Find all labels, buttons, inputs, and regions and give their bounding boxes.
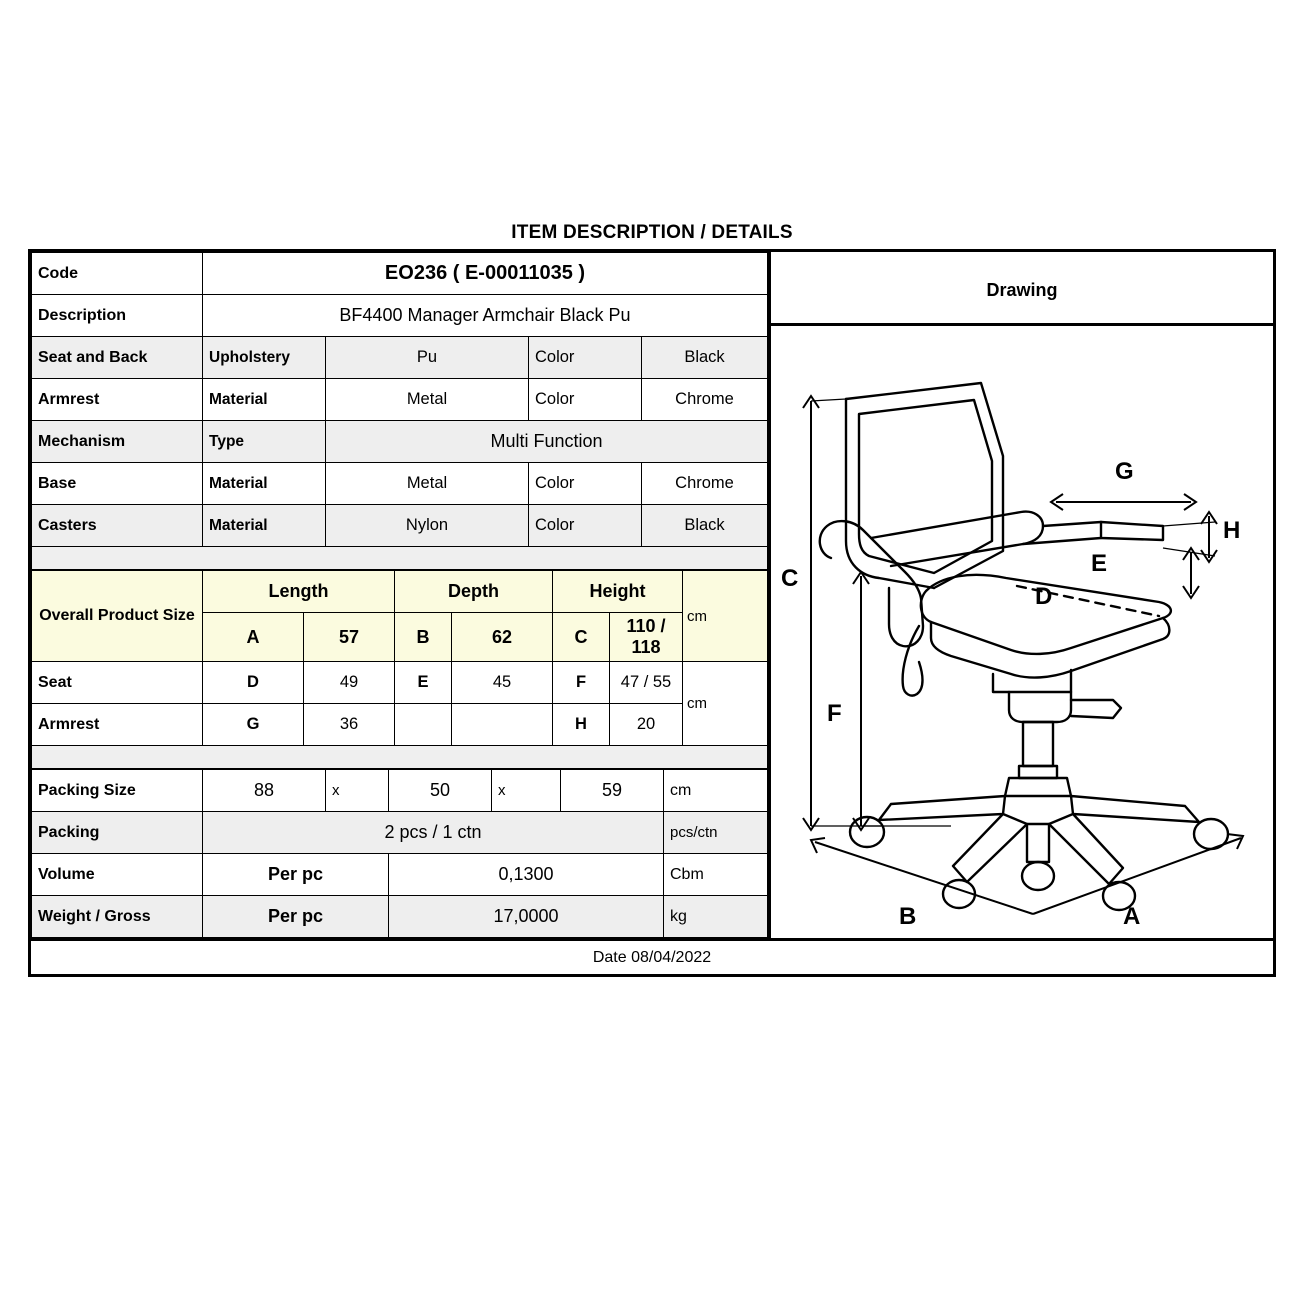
- volume-label: Volume: [32, 854, 203, 896]
- drawing-column: [771, 252, 1273, 938]
- spacer-cell-2: [32, 746, 768, 769]
- table-row-code: [32, 253, 768, 295]
- seat-length: 49: [304, 662, 395, 704]
- armrest-length: 36: [304, 704, 395, 746]
- packing-unit: pcs/ctn: [664, 812, 768, 854]
- armrest-material: Metal: [326, 379, 529, 421]
- seat-length-key: D: [203, 662, 304, 704]
- seat-back-label: Seat and Back: [32, 337, 203, 379]
- armrest-depth: [452, 704, 553, 746]
- packing-x-1: x: [326, 770, 389, 812]
- armrest-label: Armrest: [32, 379, 203, 421]
- overall-length: 57: [304, 613, 395, 662]
- row-spacer-1: [32, 547, 768, 570]
- casters-color-label: Color: [529, 505, 642, 547]
- chair-technical-drawing: [771, 326, 1276, 938]
- overall-depth: 62: [452, 613, 553, 662]
- overall-depth-key: B: [395, 613, 452, 662]
- packing-size-height: 59: [561, 770, 664, 812]
- table-row-weight: [32, 896, 768, 938]
- table-row-mechanism: [32, 421, 768, 463]
- packing-x-2: x: [492, 770, 561, 812]
- table-row-armrest-dims: [32, 704, 768, 746]
- code-label: Code: [32, 253, 203, 295]
- drawing-header: Drawing: [771, 252, 1273, 326]
- table-row-volume: [32, 854, 768, 896]
- overall-size-label: Overall Product Size: [32, 571, 203, 662]
- table-row-seat-back: [32, 337, 768, 379]
- spacer-cell: [32, 547, 768, 570]
- drawing-area: [771, 326, 1273, 938]
- seat-height: 47 / 55: [610, 662, 683, 704]
- armrest-dims-label: Armrest: [32, 704, 203, 746]
- dim-label-f: F: [827, 700, 842, 727]
- armrest-sub: Material: [203, 379, 326, 421]
- description-value: BF4400 Manager Armchair Black Pu: [203, 295, 768, 337]
- packing-table: [31, 769, 768, 938]
- overall-length-key: A: [203, 613, 304, 662]
- seat-back-sub: Upholstery: [203, 337, 326, 379]
- dim-label-g: G: [1115, 458, 1134, 485]
- description-label: Description: [32, 295, 203, 337]
- dim-label-h: H: [1223, 517, 1241, 544]
- armrest-color: Chrome: [642, 379, 768, 421]
- armrest-color-label: Color: [529, 379, 642, 421]
- dim-label-a: A: [1123, 903, 1141, 930]
- packing-size-unit: cm: [664, 770, 768, 812]
- footer-date: Date 08/04/2022: [592, 949, 712, 966]
- packing-value: 2 pcs / 1 ctn: [203, 812, 664, 854]
- base-label: Base: [32, 463, 203, 505]
- overall-unit: cm: [683, 571, 768, 662]
- overall-height-key: C: [553, 613, 610, 662]
- code-value: EO236 ( E-00011035 ): [203, 253, 768, 295]
- seat-depth-key: E: [395, 662, 452, 704]
- packing-label: Packing: [32, 812, 203, 854]
- dim-label-c: C: [781, 565, 799, 592]
- armrest-length-key: G: [203, 704, 304, 746]
- armrest-height: 20: [610, 704, 683, 746]
- spec-frame: [28, 249, 1276, 941]
- seat-back-material: Pu: [326, 337, 529, 379]
- mechanism-value: Multi Function: [326, 421, 768, 463]
- table-row-base: [32, 463, 768, 505]
- base-sub: Material: [203, 463, 326, 505]
- height-header: Height: [553, 571, 683, 613]
- seat-back-color: Black: [642, 337, 768, 379]
- table-row-description: [32, 295, 768, 337]
- table-row-packing: [32, 812, 768, 854]
- casters-sub: Material: [203, 505, 326, 547]
- specs-table: [31, 252, 768, 570]
- dimensions-table: [31, 570, 768, 769]
- seat-back-color-label: Color: [529, 337, 642, 379]
- depth-header: Depth: [395, 571, 553, 613]
- dim-label-b: B: [899, 903, 917, 930]
- seat-height-key: F: [553, 662, 610, 704]
- base-color-label: Color: [529, 463, 642, 505]
- overall-height: 110 / 118: [610, 613, 683, 662]
- dim-label-d: D: [1035, 583, 1053, 610]
- table-row-seat-dims: [32, 662, 768, 704]
- volume-unit: Cbm: [664, 854, 768, 896]
- table-row-casters: [32, 505, 768, 547]
- seat-unit: cm: [683, 662, 768, 746]
- weight-label: Weight / Gross: [32, 896, 203, 938]
- seat-dims-label: Seat: [32, 662, 203, 704]
- armrest-height-key: H: [553, 704, 610, 746]
- weight-value: 17,0000: [389, 896, 664, 938]
- dim-label-e: E: [1091, 550, 1108, 577]
- specs-column: [31, 252, 771, 938]
- armrest-depth-key: [395, 704, 452, 746]
- weight-per: Per pc: [203, 896, 389, 938]
- mechanism-label: Mechanism: [32, 421, 203, 463]
- spec-sheet: [28, 222, 1276, 977]
- packing-size-label: Packing Size: [32, 770, 203, 812]
- casters-material: Nylon: [326, 505, 529, 547]
- page-title: ITEM DESCRIPTION / DETAILS: [511, 222, 793, 243]
- dimensions-header-row: [32, 571, 768, 613]
- weight-unit: kg: [664, 896, 768, 938]
- casters-color: Black: [642, 505, 768, 547]
- table-row-packing-size: [32, 770, 768, 812]
- seat-depth: 45: [452, 662, 553, 704]
- table-row-armrest: [32, 379, 768, 421]
- base-color: Chrome: [642, 463, 768, 505]
- length-header: Length: [203, 571, 395, 613]
- base-material: Metal: [326, 463, 529, 505]
- packing-size-length: 88: [203, 770, 326, 812]
- packing-size-width: 50: [389, 770, 492, 812]
- volume-value: 0,1300: [389, 854, 664, 896]
- row-spacer-2: [32, 746, 768, 769]
- casters-label: Casters: [32, 505, 203, 547]
- volume-per: Per pc: [203, 854, 389, 896]
- mechanism-sub: Type: [203, 421, 326, 463]
